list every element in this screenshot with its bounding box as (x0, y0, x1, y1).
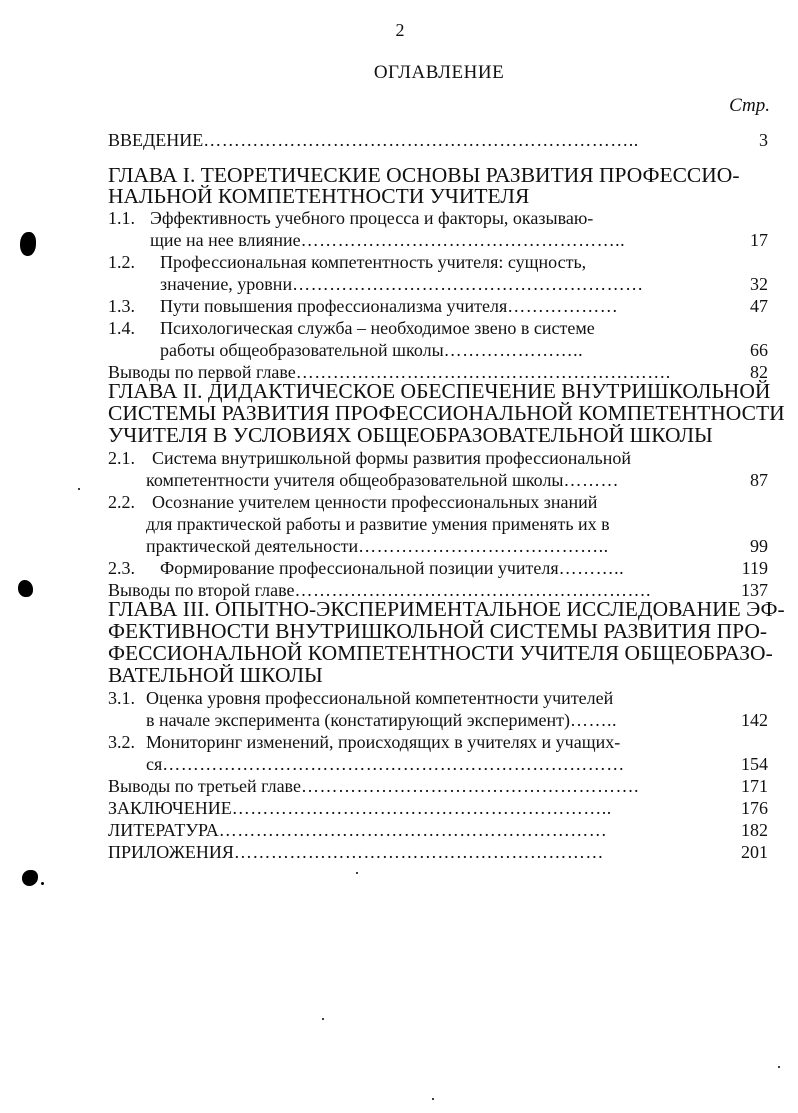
section-2-2-line2: для практической работы и развитие умения применять их в (146, 514, 610, 534)
section-3-2-line2: ся………………………………………………………………… (146, 754, 625, 774)
toc-page-appendix: 201 (741, 842, 768, 862)
leader-dots: ………………………………….. (358, 536, 609, 556)
scan-speck (432, 1098, 434, 1100)
leader-dots: ……………………………………………………. (295, 362, 671, 382)
toc-page-conclusion: 176 (741, 798, 768, 818)
toc-page-intro: 3 (759, 130, 768, 150)
section-number: 1.1. (108, 208, 135, 228)
chapter-2-heading-line3: УЧИТЕЛЯ В УСЛОВИЯХ ОБЩЕОБРАЗОВАТЕЛЬНОЙ ШКОЛЫ (108, 423, 713, 447)
scan-speck (322, 1018, 324, 1020)
leader-dots: …….. (569, 710, 617, 730)
section-number: 2.2. (108, 492, 135, 512)
toc-entry-literature: ЛИТЕРАТУРА……………………………………………………… (108, 820, 608, 840)
scan-blot (22, 870, 38, 886)
toc-page-3-2: 154 (741, 754, 768, 774)
leader-dots: ………………………………………………… (292, 274, 644, 294)
toc-page-1-4: 66 (750, 340, 768, 360)
toc-page-1-2: 32 (750, 274, 768, 294)
toc-page-conc1: 82 (750, 362, 768, 382)
toc-page-2-1: 87 (750, 470, 768, 490)
section-2-1-line2: компетентности учителя общеобразовательной школы……… (146, 470, 620, 490)
leader-dots: …………………………………………………… (233, 842, 604, 862)
section-1-4-line1: Психологическая служба – необходимое звено в системе (160, 318, 595, 338)
leader-dots: ……………………………………………………… (218, 820, 608, 840)
section-number: 1.3. (108, 296, 135, 316)
section-1-2-line2: значение, уровни………………………………………………… (160, 274, 644, 294)
scan-speck (778, 1066, 780, 1068)
section-1-2-line1: Профессиональная компетентность учителя: сущность, (160, 252, 587, 272)
toc-page-3-1: 142 (741, 710, 768, 730)
toc-page-literature: 182 (741, 820, 768, 840)
page-title: ОГЛАВЛЕНИЕ (373, 62, 505, 83)
leader-dots: ………………….. (443, 340, 584, 360)
toc-entry-conc3: Выводы по третьей главе………………………………………………. (108, 776, 639, 796)
toc-page-conc2: 137 (741, 580, 768, 600)
scan-speck (356, 872, 358, 874)
leader-dots: ………………………………………………. (300, 776, 639, 796)
section-2-2-line1: Осознание учителем ценности профессиональных знаний (152, 492, 598, 512)
section-3-1-line1: Оценка уровня профессиональной компетентности учителей (146, 688, 614, 708)
section-1-1-line1: Эффективность учебного процесса и факторы, оказываю- (150, 208, 594, 228)
section-number: 1.2. (108, 252, 135, 272)
toc-entry-conc1: Выводы по первой главе……………………………………………………. (108, 362, 671, 382)
chapter-2-heading-line2: СИСТЕМЫ РАЗВИТИЯ ПРОФЕССИОНАЛЬНОЙ КОМПЕТЕНТНОСТИ (108, 401, 785, 425)
leader-dots: ………………………………………………………………… (162, 754, 625, 774)
section-2-2-line3: практической деятельности………………………………….. (146, 536, 609, 556)
chapter-3-heading-line4: ВАТЕЛЬНОЙ ШКОЛЫ (108, 663, 323, 687)
section-number: 3.2. (108, 732, 135, 752)
leader-dots: ……… (563, 470, 620, 490)
toc-page-1-1: 17 (750, 230, 768, 250)
toc-entry-conclusion: ЗАКЛЮЧЕНИЕ…………………………………………………….. (108, 798, 612, 818)
toc-page-1-3: 47 (750, 296, 768, 316)
toc-page-2-3: 119 (741, 558, 768, 578)
chapter-3-heading-line3: ФЕССИОНАЛЬНОЙ КОМПЕТЕНТНОСТИ УЧИТЕЛЯ ОБЩЕОБРАЗО- (108, 641, 773, 665)
toc-entry-appendix: ПРИЛОЖЕНИЯ…………………………………………………… (108, 842, 604, 862)
section-3-2-line1: Мониторинг изменений, происходящих в учителях и учащих- (146, 732, 621, 752)
chapter-1-heading-line2: НАЛЬНОЙ КОМПЕТЕНТНОСТИ УЧИТЕЛЯ (108, 184, 530, 208)
scan-speck (78, 488, 80, 490)
toc-entry-intro (108, 130, 639, 150)
toc-page-conc3: 171 (741, 776, 768, 796)
chapter-2-heading-line1: ГЛАВА II. ДИДАКТИЧЕСКОЕ ОБЕСПЕЧЕНИЕ ВНУТРИШКОЛЬНОЙ (108, 379, 771, 403)
chapter-3-heading-line2: ФЕКТИВНОСТИ ВНУТРИШКОЛЬНОЙ СИСТЕМЫ РАЗВИТИЯ ПРО- (108, 619, 768, 643)
section-2-3-line1: Формирование профессиональной позиции учителя……….. (160, 558, 625, 578)
section-1-3-line1: Пути повышения профессионализма учителя……………… (160, 296, 619, 316)
section-3-1-line2: в начале эксперимента (констатирующий эксперимент)…….. (146, 710, 617, 730)
section-number: 3.1. (108, 688, 135, 708)
section-2-1-line1: Система внутришкольной формы развития профессиональной (152, 448, 631, 468)
scan-speck (41, 882, 44, 885)
section-number: 1.4. (108, 318, 135, 338)
toc-entry-conc2: Выводы по второй главе…………………………………………………. (108, 580, 651, 600)
section-1-4-line2: работы общеобразовательной школы………………….. (160, 340, 584, 360)
scan-blot (18, 580, 33, 597)
page-number: 2 (395, 20, 405, 40)
page-column-label: Стр. (729, 95, 770, 116)
chapter-1-heading-line1: ГЛАВА I. ТЕОРЕТИЧЕСКИЕ ОСНОВЫ РАЗВИТИЯ ПРОФЕССИО- (108, 163, 740, 187)
leader-dots: ……………… (507, 296, 619, 316)
leader-dots: …………………………………………….. (300, 230, 626, 250)
leader-dots: …………………………………………………………….. (203, 130, 639, 150)
leader-dots: …………………………………………………….. (231, 798, 612, 818)
toc-page-2-2: 99 (750, 536, 768, 556)
leader-dots: …………………………………………………. (294, 580, 651, 600)
toc-label: ВВЕДЕНИЕ (108, 130, 204, 150)
section-number: 2.1. (108, 448, 135, 468)
scan-blot (20, 232, 36, 256)
leader-dots: ……….. (558, 558, 625, 578)
section-1-1-line2: щие на нее влияние…………………………………………….. (150, 230, 626, 250)
section-number: 2.3. (108, 558, 135, 578)
chapter-3-heading-line1: ГЛАВА III. ОПЫТНО-ЭКСПЕРИМЕНТАЛЬНОЕ ИССЛЕДОВАНИЕ ЭФ- (108, 597, 785, 621)
